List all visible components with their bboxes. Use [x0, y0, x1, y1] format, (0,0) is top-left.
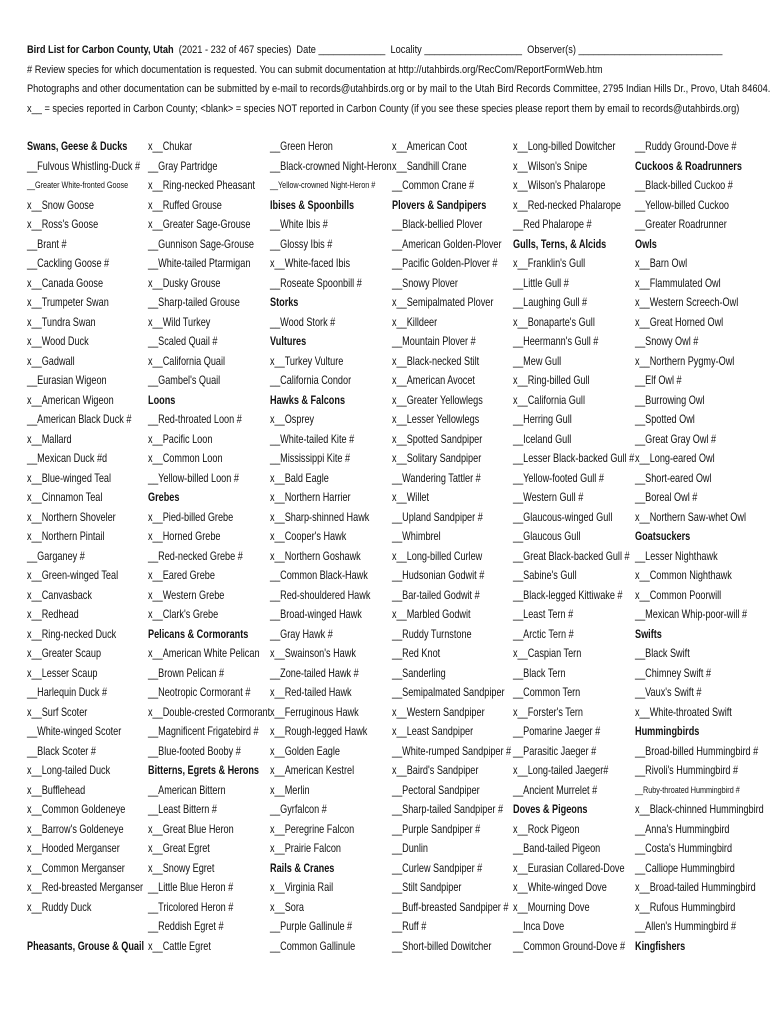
- species-entry[interactable]: x__Horned Grebe: [148, 529, 221, 543]
- species-entry[interactable]: __Black Scoter #: [27, 743, 96, 758]
- species-entry[interactable]: x__Double-crested Cormorant: [148, 704, 271, 719]
- species-entry[interactable]: x__Killdeer: [392, 314, 438, 329]
- submission-note: Photographs and other documentation can be submitted by e-mail to records@utahbirds.org or by mail to the Utah Bird Records Committee, 2795 Indian Hills Dr., Provo, Utah 84604.: [27, 83, 770, 95]
- species-entry[interactable]: __American Black Duck #: [27, 412, 132, 426]
- species-entry[interactable]: __Great Gray Owl #: [635, 431, 717, 446]
- species-entry[interactable]: x__California Gull: [513, 392, 585, 407]
- section-heading: Swifts: [635, 626, 662, 641]
- species-entry[interactable]: __Iceland Gull: [513, 431, 572, 446]
- species-entry[interactable]: __Short-billed Dowitcher: [392, 938, 492, 953]
- section-heading: Owls: [635, 236, 657, 251]
- species-entry[interactable]: __Red-shouldered Hawk: [270, 587, 371, 602]
- species-entry[interactable]: x__Merlin: [270, 782, 310, 797]
- species-entry[interactable]: x__Black-necked Stilt: [392, 353, 480, 368]
- species-entry[interactable]: __Least Tern #: [513, 607, 574, 621]
- species-entry[interactable]: x__Northern Pintail: [27, 529, 105, 543]
- species-entry[interactable]: x__Western Sandpiper: [392, 704, 485, 719]
- section-heading: Hawks & Falcons: [270, 392, 346, 407]
- species-entry[interactable]: __Harlequin Duck #: [27, 685, 108, 699]
- species-entry[interactable]: x__Ring-necked Duck: [27, 626, 117, 641]
- species-entry[interactable]: x__Semipalmated Plover: [392, 295, 494, 309]
- species-entry[interactable]: x__Green-winged Teal: [27, 568, 119, 582]
- species-entry[interactable]: __Common Tern: [513, 685, 581, 699]
- species-entry[interactable]: x__Red-necked Phalarope: [513, 197, 622, 212]
- species-entry[interactable]: __Mountain Plover #: [392, 334, 476, 348]
- species-entry[interactable]: __Great Black-backed Gull #: [513, 548, 630, 563]
- species-entry[interactable]: x__Blue-winged Teal: [27, 470, 112, 485]
- species-entry[interactable]: x__Hooded Merganser: [27, 841, 120, 855]
- section-heading: Doves & Pigeons: [513, 802, 588, 816]
- species-entry[interactable]: __Buff-breasted Sandpiper #: [392, 899, 509, 914]
- species-entry[interactable]: x__Pacific Loon: [148, 431, 213, 446]
- species-entry[interactable]: __Broad-billed Hummingbird #: [635, 743, 759, 758]
- species-entry[interactable]: x__Snowy Egret: [148, 860, 215, 875]
- species-entry[interactable]: x__Surf Scoter: [27, 704, 88, 719]
- species-entry[interactable]: __White-tailed Kite #: [270, 431, 355, 446]
- species-entry[interactable]: x__Osprey: [270, 412, 315, 426]
- species-entry[interactable]: __Burrowing Owl: [635, 392, 705, 407]
- species-entry[interactable]: x__Snow Goose: [27, 197, 94, 212]
- species-entry[interactable]: __Chimney Swift #: [635, 665, 712, 680]
- species-entry[interactable]: __Ruddy Ground-Dove #: [635, 139, 737, 153]
- species-entry[interactable]: x__Bald Eagle: [270, 470, 329, 485]
- species-entry[interactable]: x__American Kestrel: [270, 763, 355, 777]
- species-entry[interactable]: x__Lesser Scaup: [27, 665, 98, 680]
- species-entry[interactable]: x__Dusky Grouse: [148, 275, 221, 290]
- species-entry[interactable]: __Mexican Whip-poor-will #: [635, 607, 748, 621]
- species-entry[interactable]: __Gyrfalcon #: [270, 802, 327, 816]
- species-entry[interactable]: __Greater White-fronted Goose: [27, 180, 129, 191]
- species-entry[interactable]: x__Rock Pigeon: [513, 821, 580, 836]
- header-title-line: [27, 41, 723, 61]
- species-entry[interactable]: x__Turkey Vulture: [270, 353, 344, 368]
- species-entry[interactable]: x__Forster's Tern: [513, 704, 584, 719]
- spacer: [27, 917, 144, 937]
- species-entry[interactable]: __Pomarine Jaeger #: [513, 724, 601, 738]
- species-entry[interactable]: x__Eared Grebe: [148, 568, 215, 582]
- section-heading: Vultures: [270, 334, 307, 348]
- species-entry[interactable]: __Roseate Spoonbill #: [270, 275, 362, 290]
- species-entry[interactable]: __Red Phalarope #: [513, 217, 592, 231]
- species-column-6: [635, 137, 770, 956]
- species-entry[interactable]: __Wandering Tattler #: [392, 470, 481, 485]
- species-entry[interactable]: x__Chukar: [148, 139, 193, 153]
- species-entry[interactable]: __Short-eared Owl: [635, 470, 712, 485]
- species-entry[interactable]: x__Franklin's Gull: [513, 256, 586, 270]
- species-entry[interactable]: __Arctic Tern #: [513, 626, 574, 641]
- species-entry[interactable]: x__Canvasback: [27, 587, 92, 602]
- species-entry[interactable]: x__Long-tailed Jaeger#: [513, 763, 609, 777]
- species-entry[interactable]: __Sharp-tailed Grouse: [148, 295, 240, 309]
- species-entry[interactable]: x__Common Nighthawk: [635, 568, 732, 582]
- species-entry[interactable]: __Bar-tailed Godwit #: [392, 587, 480, 602]
- species-entry[interactable]: __Garganey #: [27, 548, 85, 563]
- species-entry[interactable]: __Magnificent Frigatebird #: [148, 724, 259, 738]
- section-heading: Ibises & Spoonbills: [270, 197, 355, 212]
- species-entry[interactable]: __Allen's Hummingbird #: [635, 919, 737, 933]
- species-entry[interactable]: x__Least Sandpiper: [392, 724, 474, 738]
- species-entry[interactable]: x__Western Grebe: [148, 587, 225, 602]
- species-entry[interactable]: x__Long-billed Curlew: [392, 548, 483, 563]
- species-entry[interactable]: x__Spotted Sandpiper: [392, 431, 483, 446]
- locality-field[interactable]: Locality ___________________: [390, 44, 523, 56]
- species-entry[interactable]: x__Willet: [392, 490, 430, 504]
- species-entry[interactable]: __Snowy Owl #: [635, 334, 699, 348]
- species-entry[interactable]: __Ruff #: [392, 919, 427, 933]
- species-entry[interactable]: __Broad-winged Hawk: [270, 607, 362, 621]
- species-entry[interactable]: x__Tundra Swan: [27, 314, 96, 329]
- species-entry[interactable]: __Snowy Plover: [392, 275, 458, 290]
- section-heading: Swans, Geese & Ducks: [27, 139, 128, 153]
- species-entry[interactable]: __Curlew Sandpiper #: [392, 860, 483, 875]
- species-entry[interactable]: x__Marbled Godwit: [392, 607, 471, 621]
- species-entry[interactable]: x__Broad-tailed Hummingbird: [635, 880, 756, 894]
- species-entry[interactable]: __Gray Partridge: [148, 158, 218, 173]
- species-entry[interactable]: x__American Avocet: [392, 373, 475, 387]
- species-entry[interactable]: x__Black-chinned Hummingbird: [635, 802, 764, 816]
- species-entry[interactable]: __Stilt Sandpiper: [392, 880, 462, 894]
- species-entry[interactable]: x__Ring-necked Pheasant: [148, 178, 255, 192]
- species-entry[interactable]: x__Flammulated Owl: [635, 275, 721, 290]
- section-heading: Cuckoos & Roadrunners: [635, 158, 742, 173]
- species-entry[interactable]: __White-tailed Ptarmigan: [148, 256, 251, 270]
- section-heading: Goatsuckers: [635, 529, 691, 543]
- species-entry[interactable]: __Costa's Hummingbird: [635, 841, 733, 855]
- species-entry[interactable]: __Gambel's Quail: [148, 373, 221, 387]
- species-entry[interactable]: __Laughing Gull #: [513, 295, 588, 309]
- species-entry[interactable]: x__Common Merganser: [27, 860, 125, 875]
- checklist-title: Bird List for Carbon County, Utah: [27, 44, 174, 56]
- species-entry[interactable]: __Purple Sandpiper #: [392, 821, 481, 836]
- species-entry[interactable]: x__Wood Duck: [27, 334, 89, 348]
- species-entry[interactable]: __Ruddy Turnstone: [392, 626, 472, 641]
- species-entry[interactable]: __Western Gull #: [513, 490, 584, 504]
- species-entry[interactable]: __Mississippi Kite #: [270, 451, 351, 465]
- species-entry[interactable]: x__Peregrine Falcon: [270, 821, 355, 836]
- species-entry[interactable]: __Boreal Owl #: [635, 490, 698, 504]
- species-entry[interactable]: __Purple Gallinule #: [270, 919, 353, 933]
- section-heading: Bitterns, Egrets & Herons: [148, 763, 259, 777]
- species-entry[interactable]: __Parasitic Jaeger #: [513, 743, 597, 758]
- species-entry[interactable]: __Whimbrel: [392, 529, 441, 543]
- species-entry[interactable]: __Eurasian Wigeon: [27, 373, 107, 387]
- species-entry[interactable]: x__Gadwall: [27, 353, 75, 368]
- species-entry[interactable]: __Mew Gull: [513, 353, 562, 368]
- species-entry[interactable]: __Rivoli's Hummingbird #: [635, 763, 739, 777]
- species-entry[interactable]: __Neotropic Cormorant #: [148, 685, 251, 699]
- species-entry[interactable]: __Sabine's Gull: [513, 568, 577, 582]
- species-entry[interactable]: x__Eurasian Collared-Dove: [513, 860, 625, 875]
- species-entry[interactable]: __Scaled Quail #: [148, 334, 218, 348]
- review-note: # Review species for which documentation is requested. You can submit documentation at http://utahbirds.org/RecCom/ReportFormWeb.htm: [27, 63, 603, 76]
- species-entry[interactable]: x__Wilson's Snipe: [513, 158, 588, 173]
- species-entry[interactable]: __Gunnison Sage-Grouse: [148, 236, 254, 251]
- species-entry[interactable]: __Common Gallinule: [270, 938, 356, 953]
- species-entry[interactable]: __Common Crane #: [392, 178, 475, 192]
- species-entry[interactable]: x__Redhead: [27, 607, 79, 621]
- species-entry[interactable]: x__American White Pelican: [148, 646, 260, 660]
- species-entry[interactable]: x__Great Blue Heron: [148, 821, 234, 836]
- species-entry[interactable]: x__California Quail: [148, 353, 226, 368]
- species-entry[interactable]: x__Northern Goshawk: [270, 548, 361, 563]
- species-entry[interactable]: x__Northern Saw-whet Owl: [635, 509, 747, 524]
- species-columns: [27, 137, 767, 967]
- species-entry[interactable]: __Vaux's Swift #: [635, 685, 702, 699]
- species-entry[interactable]: x__Prairie Falcon: [270, 841, 341, 855]
- species-entry[interactable]: __Ancient Murrelet #: [513, 782, 598, 797]
- species-entry[interactable]: x__Golden Eagle: [270, 743, 340, 758]
- species-entry[interactable]: __Black Tern: [513, 665, 566, 680]
- section-heading: Loons: [148, 392, 176, 407]
- section-heading: Gulls, Terns, & Alcids: [513, 236, 607, 251]
- species-entry[interactable]: __Brown Pelican #: [148, 665, 225, 680]
- species-entry[interactable]: x__American Wigeon: [27, 392, 114, 407]
- species-entry[interactable]: __Red-throated Loon #: [148, 412, 242, 426]
- species-entry[interactable]: x__Northern Harrier: [270, 490, 351, 504]
- species-entry[interactable]: x__Common Goldeneye: [27, 802, 126, 816]
- species-entry[interactable]: __Semipalmated Sandpiper: [392, 685, 505, 699]
- species-entry[interactable]: x__Bonaparte's Gull: [513, 314, 595, 329]
- species-entry[interactable]: __Herring Gull: [513, 412, 572, 426]
- species-entry[interactable]: x__Cinnamon Teal: [27, 490, 103, 504]
- species-entry[interactable]: x__Northern Shoveler: [27, 509, 116, 524]
- species-entry[interactable]: __Fulvous Whistling-Duck #: [27, 158, 141, 173]
- species-entry[interactable]: __Yellow-billed Loon #: [148, 470, 239, 485]
- species-entry[interactable]: __Black-legged Kittiwake #: [513, 587, 623, 602]
- species-entry[interactable]: x__Canada Goose: [27, 275, 104, 290]
- species-entry[interactable]: __White-winged Scoter: [27, 724, 122, 738]
- species-entry[interactable]: __Little Blue Heron #: [148, 880, 234, 894]
- observers-field[interactable]: Observer(s) ____________________________: [527, 44, 723, 56]
- species-entry[interactable]: x__Caspian Tern: [513, 646, 582, 660]
- section-heading: Kingfishers: [635, 938, 686, 953]
- species-entry[interactable]: __Dunlin: [392, 841, 429, 855]
- species-entry[interactable]: __Tricolored Heron #: [148, 899, 234, 914]
- species-entry[interactable]: __American Golden-Plover: [392, 236, 502, 251]
- species-entry[interactable]: __Hudsonian Godwit #: [392, 568, 485, 582]
- species-entry[interactable]: x__Wild Turkey: [148, 314, 211, 329]
- species-entry[interactable]: __Black Swift: [635, 646, 690, 660]
- species-entry[interactable]: x__Great Horned Owl: [635, 314, 724, 329]
- species-entry[interactable]: x__Bufflehead: [27, 782, 86, 797]
- checklist-header: [27, 41, 770, 119]
- species-entry[interactable]: x__Mourning Dove: [513, 899, 590, 914]
- species-entry[interactable]: __Inca Dove: [513, 919, 565, 933]
- species-entry[interactable]: x__Barrow's Goldeneye: [27, 821, 124, 836]
- species-entry[interactable]: __Upland Sandpiper #: [392, 509, 483, 524]
- section-heading: Rails & Cranes: [270, 860, 335, 875]
- species-entry[interactable]: __Pacific Golden-Plover #: [392, 256, 498, 270]
- species-entry[interactable]: __Least Bittern #: [148, 802, 217, 816]
- species-entry[interactable]: __Black-billed Cuckoo #: [635, 178, 733, 192]
- species-entry[interactable]: x__Great Egret: [148, 841, 210, 855]
- species-entry[interactable]: x__Greater Sage-Grouse: [148, 217, 251, 231]
- checklist-subtitle: (2021 - 232 of 467 species): [178, 44, 292, 56]
- species-entry[interactable]: __Brant #: [27, 236, 67, 251]
- date-field[interactable]: Date _____________: [296, 44, 386, 56]
- species-entry[interactable]: __Ruby-throated Hummingbird #: [635, 784, 740, 796]
- species-entry[interactable]: __Sharp-tailed Sandpiper #: [392, 802, 504, 816]
- species-entry[interactable]: x__Long-billed Dowitcher: [513, 139, 616, 153]
- species-entry[interactable]: x__Greater Scaup: [27, 646, 102, 660]
- species-entry[interactable]: x__White-faced Ibis: [270, 256, 351, 270]
- species-entry[interactable]: x__Red-tailed Hawk: [270, 685, 352, 699]
- species-entry[interactable]: x__Long-tailed Duck: [27, 763, 111, 777]
- species-entry[interactable]: __Lesser Black-backed Gull #: [513, 451, 635, 465]
- species-entry[interactable]: __Black-crowned Night-Heron: [270, 158, 392, 173]
- species-entry[interactable]: __Yellow-crowned Night-Heron #: [270, 180, 376, 191]
- species-entry[interactable]: x__Ring-billed Gull: [513, 373, 590, 387]
- species-entry[interactable]: __Common Ground-Dove #: [513, 938, 626, 953]
- species-entry[interactable]: __Calliope Hummingbird: [635, 860, 735, 875]
- species-entry[interactable]: __Heermann's Gull #: [513, 334, 599, 348]
- species-entry[interactable]: __Elf Owl #: [635, 373, 682, 387]
- species-entry[interactable]: __Green Heron: [270, 139, 333, 153]
- species-entry[interactable]: x__Ruddy Duck: [27, 899, 92, 914]
- species-entry[interactable]: x__White-throated Swift: [635, 704, 732, 719]
- species-entry[interactable]: __Cackling Goose #: [27, 256, 110, 270]
- species-entry[interactable]: __Band-tailed Pigeon: [513, 841, 601, 855]
- species-entry[interactable]: x__Northern Pygmy-Owl: [635, 353, 735, 368]
- species-entry[interactable]: x__Western Screech-Owl: [635, 295, 739, 309]
- species-entry[interactable]: __White-rumped Sandpiper #: [392, 743, 512, 758]
- species-entry[interactable]: __Yellow-footed Gull #: [513, 470, 604, 485]
- species-entry[interactable]: __Red Knot: [392, 646, 441, 660]
- species-entry[interactable]: __Mexican Duck #d: [27, 451, 108, 465]
- species-entry[interactable]: x__Rough-legged Hawk: [270, 724, 368, 738]
- species-entry[interactable]: x__Cooper's Hawk: [270, 529, 347, 543]
- species-entry[interactable]: x__Ross's Goose: [27, 217, 99, 231]
- species-entry[interactable]: __Lesser Nighthawk: [635, 548, 718, 563]
- species-entry[interactable]: __American Bittern: [148, 782, 226, 797]
- species-entry[interactable]: x__Wilson's Phalarope: [513, 178, 606, 192]
- species-entry[interactable]: __Black-bellied Plover: [392, 217, 483, 231]
- species-entry[interactable]: x__Barn Owl: [635, 256, 688, 270]
- species-entry[interactable]: __Common Black-Hawk: [270, 568, 368, 582]
- species-entry[interactable]: __Glaucous Gull: [513, 529, 581, 543]
- species-entry[interactable]: __Glaucous-winged Gull: [513, 509, 613, 524]
- section-heading: Storks: [270, 295, 299, 309]
- species-entry[interactable]: x__Rufous Hummingbird: [635, 899, 736, 914]
- species-entry[interactable]: x__Virginia Rail: [270, 880, 334, 894]
- species-entry[interactable]: __Anna's Hummingbird: [635, 821, 730, 836]
- species-entry[interactable]: x__Trumpeter Swan: [27, 295, 109, 309]
- legend-note: x__ = species reported in Carbon County; <blank> = species NOT reported in Carbon County (if you see these species please report them by email to records@utahbirds.org): [27, 102, 740, 115]
- species-entry[interactable]: x__Common Loon: [148, 451, 223, 465]
- species-entry[interactable]: x__Ruffed Grouse: [148, 197, 222, 212]
- species-entry[interactable]: __Little Gull #: [513, 275, 569, 290]
- section-heading: Pelicans & Cormorants: [148, 626, 249, 641]
- species-entry[interactable]: __Spotted Owl: [635, 412, 695, 426]
- species-entry[interactable]: __Reddish Egret #: [148, 919, 224, 933]
- species-entry[interactable]: x__Swainson's Hawk: [270, 646, 356, 660]
- species-entry[interactable]: x__Pied-billed Grebe: [148, 509, 234, 524]
- species-entry[interactable]: __Greater Roadrunner: [635, 217, 727, 231]
- species-entry[interactable]: __Gray Hawk #: [270, 626, 333, 641]
- species-entry[interactable]: x__Baird's Sandpiper: [392, 763, 479, 777]
- species-entry[interactable]: __Pectoral Sandpiper: [392, 782, 480, 797]
- section-heading: Pheasants, Grouse & Quail: [27, 938, 145, 953]
- species-entry[interactable]: x__Red-breasted Merganser: [27, 880, 144, 894]
- section-heading: Hummingbirds: [635, 724, 700, 738]
- species-entry[interactable]: __Sanderling: [392, 665, 446, 680]
- species-entry[interactable]: x__Ferruginous Hawk: [270, 704, 359, 719]
- species-entry[interactable]: x__Long-eared Owl: [635, 451, 715, 465]
- species-entry[interactable]: __Zone-tailed Hawk #: [270, 665, 359, 680]
- species-entry[interactable]: x__Mallard: [27, 431, 72, 446]
- species-entry[interactable]: x__Common Poorwill: [635, 587, 722, 602]
- species-entry[interactable]: x__Clark's Grebe: [148, 607, 219, 621]
- species-entry[interactable]: __Wood Stork #: [270, 314, 336, 329]
- species-entry[interactable]: __Yellow-billed Cuckoo: [635, 197, 729, 212]
- species-entry[interactable]: x__Solitary Sandpiper: [392, 451, 482, 465]
- species-entry[interactable]: x__Sharp-shinned Hawk: [270, 509, 370, 524]
- species-entry[interactable]: x__Cattle Egret: [148, 938, 211, 953]
- species-entry[interactable]: __Blue-footed Booby #: [148, 743, 241, 758]
- species-entry[interactable]: x__American Coot: [392, 139, 468, 153]
- species-entry[interactable]: __California Condor: [270, 373, 352, 387]
- species-entry[interactable]: x__Sandhill Crane: [392, 158, 467, 173]
- species-entry[interactable]: __Red-necked Grebe #: [148, 548, 243, 563]
- section-heading: Grebes: [148, 490, 180, 504]
- species-entry[interactable]: __White Ibis #: [270, 217, 328, 231]
- species-entry[interactable]: x__White-winged Dove: [513, 880, 607, 894]
- species-entry[interactable]: x__Sora: [270, 899, 304, 914]
- section-heading: Plovers & Sandpipers: [392, 197, 487, 212]
- species-entry[interactable]: __Glossy Ibis #: [270, 236, 333, 251]
- species-entry[interactable]: x__Greater Yellowlegs: [392, 392, 483, 407]
- species-entry[interactable]: x__Lesser Yellowlegs: [392, 412, 480, 426]
